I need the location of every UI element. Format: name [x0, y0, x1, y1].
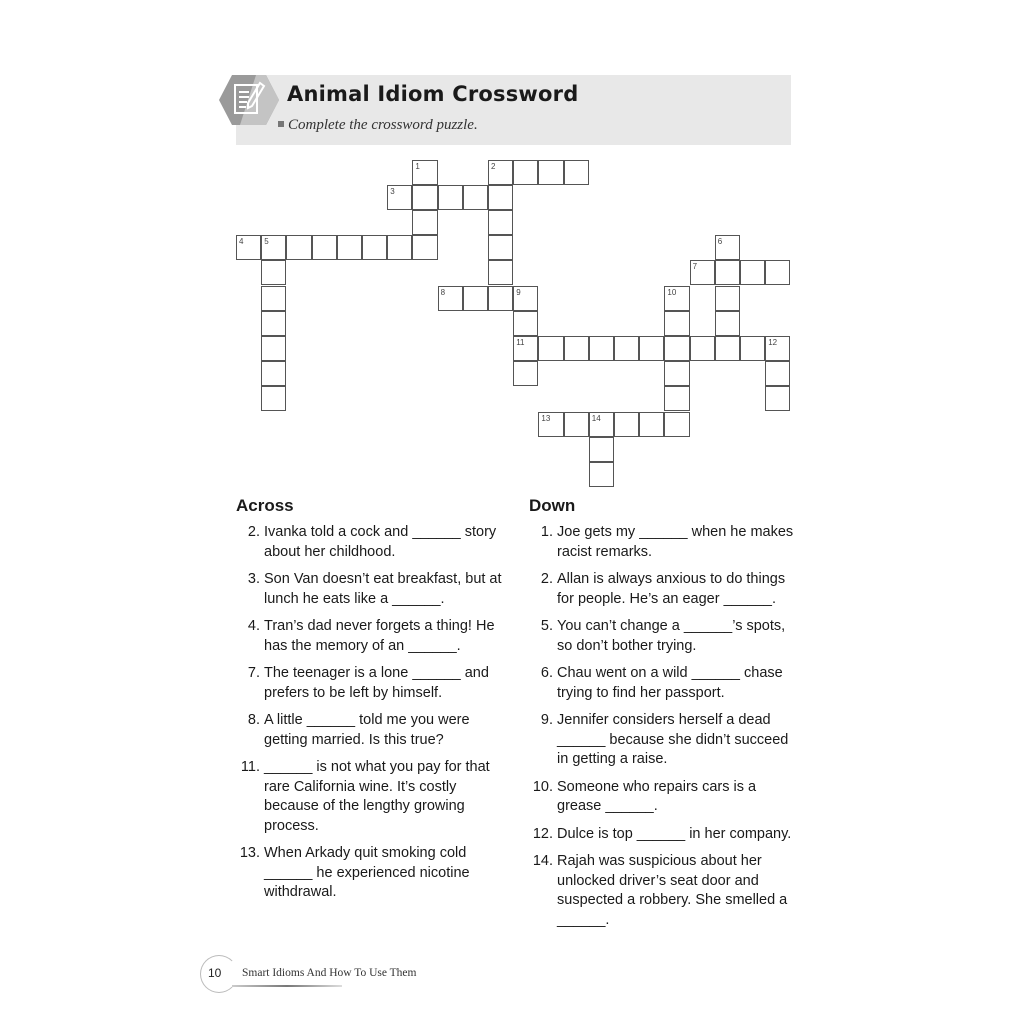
crossword-cell[interactable]: [488, 286, 513, 311]
crossword-cell[interactable]: [261, 386, 286, 411]
clue-text: Chau went on a wild ______ chase trying to find her passport.: [557, 665, 783, 701]
clue-number: 2.: [247, 524, 260, 540]
clue-text: Someone who repairs cars is a grease ______.: [557, 778, 757, 814]
down-clue: [529, 711, 797, 770]
clue-text: Allan is always anxious to do things for people. He’s an eager ______.: [557, 571, 786, 607]
clue-text: When Arkady quit smoking cold ______ he experienced nicotine withdrawal.: [264, 845, 470, 900]
page-title: Animal Idiom Crossword: [287, 82, 579, 106]
clue-number: 5.: [540, 618, 553, 634]
crossword-cell[interactable]: [639, 412, 664, 437]
crossword-cell[interactable]: [740, 260, 765, 285]
crossword-cell[interactable]: [488, 160, 513, 185]
crossword-cell[interactable]: [438, 185, 463, 210]
crossword-cell[interactable]: [513, 311, 538, 336]
crossword-cell[interactable]: [715, 235, 740, 260]
crossword-cell[interactable]: [236, 235, 261, 260]
across-clue: [236, 758, 511, 836]
worksheet-pencil-icon: [218, 74, 280, 126]
crossword-cell[interactable]: [715, 260, 740, 285]
crossword-cell[interactable]: [715, 336, 740, 361]
across-heading: Across: [236, 496, 294, 515]
crossword-cell[interactable]: [715, 286, 740, 311]
clue-number: 7.: [247, 665, 260, 681]
clue-number: 2.: [540, 571, 553, 587]
clue-number: 1.: [540, 524, 553, 540]
clue-number: 10: [667, 287, 677, 297]
crossword-cell[interactable]: [463, 185, 488, 210]
crossword-cell[interactable]: [765, 386, 790, 411]
crossword-cell[interactable]: [412, 160, 437, 185]
clue-number: 3: [390, 186, 395, 196]
footer-divider: [232, 985, 342, 987]
crossword-cell[interactable]: [513, 361, 538, 386]
across-clue: [236, 617, 511, 656]
clue-text: Joe gets my ______ when he makes racist remarks.: [557, 524, 794, 560]
crossword-cell[interactable]: [286, 235, 311, 260]
crossword-cell[interactable]: [664, 286, 689, 311]
clue-number: 13: [541, 413, 551, 423]
clue-number: 6.: [540, 665, 553, 681]
crossword-cell[interactable]: [538, 412, 563, 437]
clue-text: You can’t change a ______’s spots, so don’t bother trying.: [557, 618, 786, 654]
clue-number: 7: [692, 262, 698, 272]
down-clue: [529, 664, 797, 703]
clue-number: 10.: [532, 778, 553, 795]
down-clue: [529, 617, 797, 656]
across-clue: [236, 844, 511, 903]
across-clue: [236, 711, 511, 750]
down-clue: [529, 852, 797, 930]
crossword-cell[interactable]: [589, 412, 614, 437]
clue-number: 4.: [247, 618, 260, 634]
crossword-cell[interactable]: [513, 336, 538, 361]
crossword-cell[interactable]: [488, 235, 513, 260]
crossword-cell[interactable]: [664, 361, 689, 386]
across-clue: [236, 664, 511, 703]
instruction: [278, 117, 478, 134]
crossword-cell[interactable]: [312, 235, 337, 260]
clue-text: Jennifer considers herself a dead ______ because she didn’t succeed in getting a raise.: [557, 712, 789, 767]
crossword-cell[interactable]: [664, 336, 689, 361]
crossword-cell[interactable]: [690, 260, 715, 285]
down-heading: Down: [529, 496, 576, 515]
clue-number: 12: [768, 337, 778, 347]
across-clue: [236, 523, 511, 562]
crossword-cell[interactable]: [488, 260, 513, 285]
crossword-cell[interactable]: [261, 311, 286, 336]
clue-number: 1: [415, 161, 420, 171]
clue-text: Tran’s dad never forgets a thing! He has the memory of an ______.: [264, 618, 495, 654]
crossword-cell[interactable]: [589, 437, 614, 462]
crossword-cell[interactable]: [740, 336, 765, 361]
across-clue: [236, 570, 511, 609]
bullet-square-icon: [278, 121, 284, 127]
crossword-cell[interactable]: [765, 260, 790, 285]
clue-number: 9.: [540, 712, 553, 728]
crossword-cell[interactable]: [765, 336, 790, 361]
crossword-cell[interactable]: [664, 386, 689, 411]
crossword-cell[interactable]: [387, 185, 412, 210]
crossword-cell[interactable]: [538, 160, 563, 185]
crossword-cell[interactable]: [538, 336, 563, 361]
crossword-cell[interactable]: [564, 412, 589, 437]
crossword-cell[interactable]: [261, 286, 286, 311]
clue-number: 11.: [240, 759, 260, 775]
crossword-cell[interactable]: [412, 185, 437, 210]
clue-text: Rajah was suspicious about her unlocked driver’s seat door and suspected a robbery. She smelled a ______.: [557, 853, 788, 928]
crossword-cell[interactable]: [261, 260, 286, 285]
crossword-cell[interactable]: [765, 361, 790, 386]
crossword-cell[interactable]: [639, 336, 664, 361]
clue-text: Dulce is top ______ in her company.: [557, 825, 792, 842]
crossword-cell[interactable]: [261, 361, 286, 386]
crossword-cell[interactable]: [614, 412, 639, 437]
crossword-cell[interactable]: [690, 336, 715, 361]
crossword-cell[interactable]: [412, 235, 437, 260]
crossword-cell[interactable]: [387, 235, 412, 260]
clue-number: 14.: [532, 853, 553, 869]
crossword-cell[interactable]: [463, 286, 488, 311]
crossword-cell[interactable]: [715, 311, 740, 336]
clue-text: ______ is not what you pay for that rare California wine. It’s costly because of the lengthy growing process.: [264, 759, 490, 834]
clue-number: 9: [516, 287, 521, 297]
clue-number: 14: [591, 413, 601, 423]
down-clue: [529, 570, 797, 609]
clue-text: Son Van doesn’t eat breakfast, but at lunch he eats like a ______.: [264, 571, 502, 607]
clue-text: A little ______ told me you were getting married. Is this true?: [264, 712, 470, 748]
page-number: 10: [208, 966, 222, 980]
clue-number: 13.: [239, 845, 260, 861]
book-title: Smart Idioms And How To Use Them: [242, 967, 417, 979]
crossword-cell[interactable]: [513, 286, 538, 311]
crossword-cell[interactable]: [614, 336, 639, 361]
clue-number: 6: [717, 237, 723, 247]
across-clue-list: [236, 523, 511, 911]
down-clue: [529, 778, 797, 817]
crossword-cell[interactable]: [513, 160, 538, 185]
crossword-cell[interactable]: [261, 336, 286, 361]
clue-number: 5: [264, 237, 269, 247]
clue-number: 4: [239, 237, 244, 247]
crossword-cell[interactable]: [438, 286, 463, 311]
crossword-cell[interactable]: [589, 336, 614, 361]
crossword-cell[interactable]: [488, 185, 513, 210]
clue-number: 8: [440, 287, 446, 297]
instruction-text: Complete the crossword puzzle.: [288, 117, 478, 133]
crossword-cell[interactable]: [337, 235, 362, 260]
clue-number: 11: [516, 337, 525, 347]
clue-number: 12.: [532, 825, 553, 842]
crossword-cell[interactable]: [261, 235, 286, 260]
crossword-cell[interactable]: [362, 235, 387, 260]
clue-number: 8.: [247, 712, 260, 728]
crossword-cell[interactable]: [589, 462, 614, 487]
down-clue: [529, 825, 797, 845]
down-clue-list: [529, 523, 797, 938]
clue-number: 2: [491, 161, 496, 171]
down-clue: [529, 523, 797, 562]
clue-text: The teenager is a lone ______ and prefers to be left by himself.: [264, 665, 489, 701]
crossword-cell[interactable]: [664, 412, 689, 437]
crossword-cell[interactable]: [564, 160, 589, 185]
crossword-cell[interactable]: [412, 210, 437, 235]
crossword-cell[interactable]: [488, 210, 513, 235]
crossword-cell[interactable]: [664, 311, 689, 336]
crossword-cell[interactable]: [564, 336, 589, 361]
clue-text: Ivanka told a cock and ______ story about her childhood.: [264, 524, 497, 560]
clue-number: 3.: [247, 571, 260, 587]
